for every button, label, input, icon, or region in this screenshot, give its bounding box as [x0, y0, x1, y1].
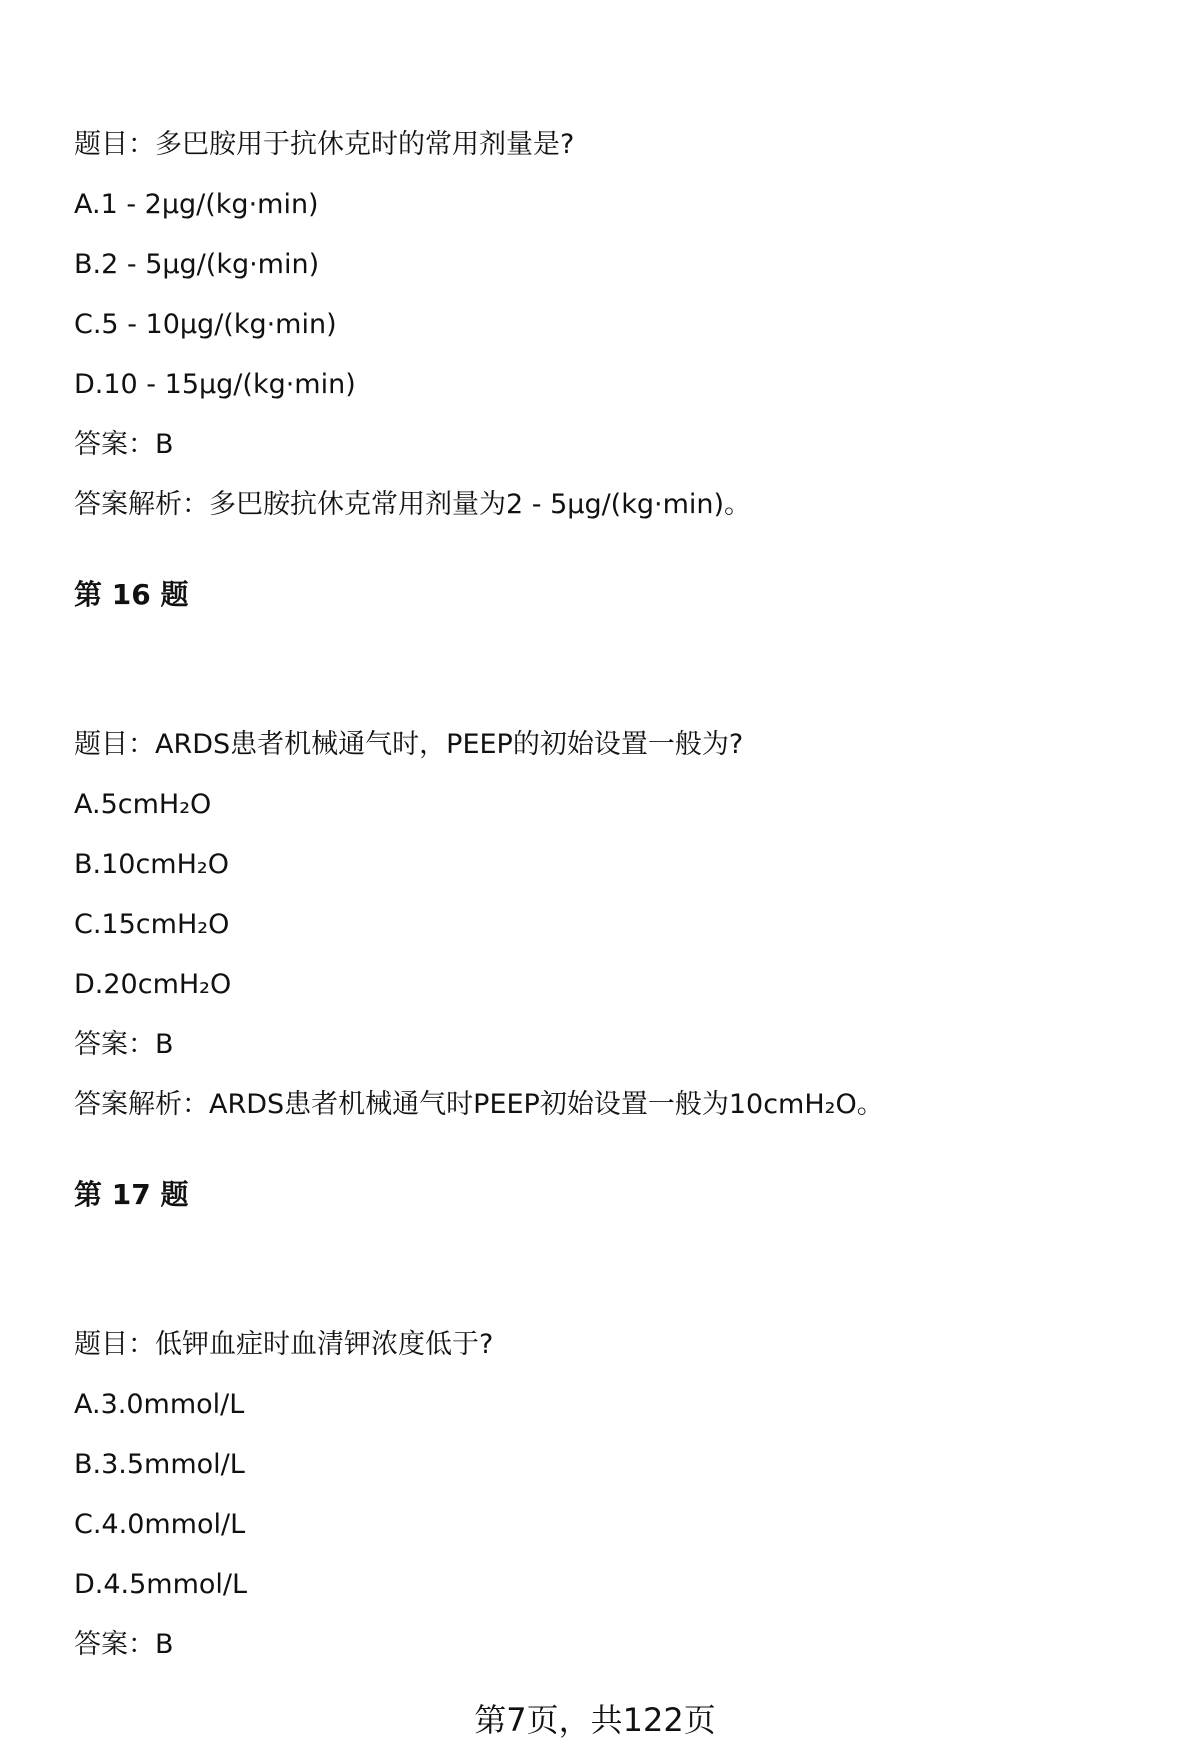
question-heading: 第 17 题 [74, 1178, 189, 1211]
answer: 答案：B [74, 1029, 174, 1060]
answer: 答案：B [74, 429, 174, 460]
answer-analysis: 答案解析：多巴胺抗休克常用剂量为2 - 5μg/(kg·min)。 [74, 489, 752, 520]
question-text: 题目：多巴胺用于抗休克时的常用剂量是? [74, 129, 575, 160]
option-d: D.10 - 15μg/(kg·min) [74, 369, 356, 400]
question-text: 题目：低钾血症时血清钾浓度低于? [74, 1329, 494, 1360]
option-a: A.5cmH₂O [74, 789, 212, 820]
question-text: 题目：ARDS患者机械通气时，PEEP的初始设置一般为? [74, 729, 744, 760]
answer: 答案：B [74, 1629, 174, 1660]
option-c: C.4.0mmol/L [74, 1509, 246, 1540]
option-a: A.1 - 2μg/(kg·min) [74, 189, 319, 220]
question-heading: 第 16 题 [74, 578, 189, 611]
page-number: 第7页，共122页 [474, 1701, 716, 1739]
option-b: B.3.5mmol/L [74, 1449, 245, 1480]
option-d: D.20cmH₂O [74, 969, 232, 1000]
option-b: B.10cmH₂O [74, 849, 229, 880]
option-a: A.3.0mmol/L [74, 1389, 245, 1420]
answer-analysis: 答案解析：ARDS患者机械通气时PEEP初始设置一般为10cmH₂O。 [74, 1089, 884, 1120]
option-d: D.4.5mmol/L [74, 1569, 248, 1600]
option-c: C.5 - 10μg/(kg·min) [74, 309, 337, 340]
option-b: B.2 - 5μg/(kg·min) [74, 249, 320, 280]
option-c: C.15cmH₂O [74, 909, 230, 940]
